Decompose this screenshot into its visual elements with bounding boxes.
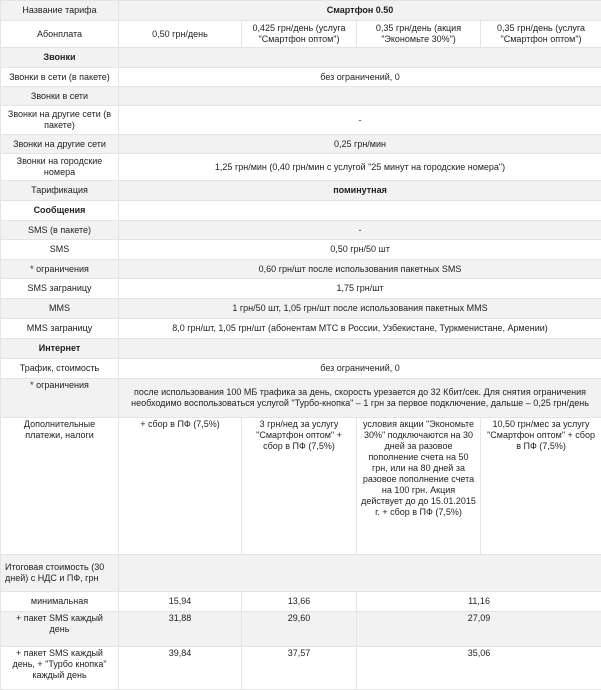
row-label: * ограничения <box>1 379 119 418</box>
row-value: - <box>119 221 601 240</box>
row-label: Название тарифа <box>1 1 119 21</box>
extra-cell: условия акции "Экономьте 30%" подключаются на 30 дней за разовое пополнение счета на 50 грн, или на 80 дней за разовое пополнение счета на 100 грн. Акция действует до до 15.01.2015 г. + сбор в ПФ (7,5%) <box>357 418 481 555</box>
row-label: Трафик, стоимость <box>1 359 119 379</box>
table-row <box>1 240 601 260</box>
row-label: + пакет SMS каждый день, + "Турбо кнопка" каждый день <box>1 647 119 690</box>
row-label: MMS <box>1 299 119 319</box>
table-row <box>1 279 601 299</box>
section-internet <box>1 339 601 359</box>
table-row <box>1 612 601 647</box>
total-cell: 15,94 <box>119 592 242 612</box>
table-row <box>1 181 601 201</box>
row-value: 1 грн/50 шт, 1,05 грн/шт после использования пакетных MMS <box>119 299 601 319</box>
table-row <box>1 319 601 339</box>
section-title: Сообщения <box>1 201 119 221</box>
row-value <box>119 87 601 106</box>
row-value: 0,60 грн/шт после использования пакетных SMS <box>119 260 601 279</box>
tariff-name: Смартфон 0.50 <box>119 1 601 21</box>
table-row <box>1 647 601 690</box>
section-messages <box>1 201 601 221</box>
section-spacer <box>119 48 601 68</box>
table-row-header <box>1 1 601 21</box>
table-row-extra <box>1 418 601 555</box>
row-label: Тарификация <box>1 181 119 201</box>
row-label: Звонки на другие сети (в пакете) <box>1 106 119 135</box>
row-value: без ограничений, 0 <box>119 359 601 379</box>
row-label: SMS заграницу <box>1 279 119 299</box>
totals-spacer <box>119 555 601 592</box>
table-row <box>1 154 601 181</box>
row-label: Дополнительные платежи, налоги <box>1 418 119 555</box>
table-row <box>1 106 601 135</box>
total-cell: 27,09 <box>357 612 601 647</box>
table-row <box>1 221 601 240</box>
row-label: Звонки на городские номера <box>1 154 119 181</box>
table-row-totals-header <box>1 555 601 592</box>
row-label: минимальная <box>1 592 119 612</box>
table-row <box>1 135 601 154</box>
section-spacer <box>119 339 601 359</box>
row-label: MMS заграницу <box>1 319 119 339</box>
total-cell: 35,06 <box>357 647 601 690</box>
section-spacer <box>119 201 601 221</box>
total-cell: 31,88 <box>119 612 242 647</box>
row-label: SMS (в пакете) <box>1 221 119 240</box>
table-row-fee <box>1 21 601 48</box>
section-title: Звонки <box>1 48 119 68</box>
row-value: после использования 100 МБ трафика за день, скорость урезается до 32 Кбит/сек. Для снятия ограничения необходимо воспользоваться услугой "Турбо-кнопка" – 1 грн за первое подключение, дальше – 0,25 грн/день <box>119 379 601 418</box>
extra-cell: 3 грн/нед за услугу "Смартфон оптом" + сбор в ПФ (7,5%) <box>242 418 357 555</box>
total-cell: 37,57 <box>242 647 357 690</box>
row-value: без ограничений, 0 <box>119 68 601 87</box>
total-cell: 13,66 <box>242 592 357 612</box>
table-row <box>1 299 601 319</box>
table-row <box>1 359 601 379</box>
total-cell: 29,60 <box>242 612 357 647</box>
row-label: Звонки на другие сети <box>1 135 119 154</box>
row-label: Звонки в сети <box>1 87 119 106</box>
row-label: Звонки в сети (в пакете) <box>1 68 119 87</box>
row-value: 1,25 грн/мин (0,40 грн/мин с услугой "25 минут на городские номера") <box>119 154 601 181</box>
extra-cell: + сбор в ПФ (7,5%) <box>119 418 242 555</box>
row-label: + пакет SMS каждый день <box>1 612 119 647</box>
row-label: Итоговая стоимость (30 дней) с НДС и ПФ, грн <box>1 555 119 592</box>
row-value: 8,0 грн/шт, 1,05 грн/шт (абонентам МТС в России, Узбекистане, Туркменистане, Армении) <box>119 319 601 339</box>
fee-cell: 0,35 грн/день (услуга "Смартфон оптом") <box>481 21 601 48</box>
row-label: SMS <box>1 240 119 260</box>
table-row <box>1 68 601 87</box>
table-row <box>1 87 601 106</box>
table-row <box>1 379 601 418</box>
total-cell: 39,84 <box>119 647 242 690</box>
fee-cell: 0,35 грн/день (акция "Экономьте 30%") <box>357 21 481 48</box>
row-label: Абонплата <box>1 21 119 48</box>
table-row <box>1 592 601 612</box>
row-value: 1,75 грн/шт <box>119 279 601 299</box>
fee-cell: 0,50 грн/день <box>119 21 242 48</box>
row-value: поминутная <box>119 181 601 201</box>
total-cell: 11,16 <box>357 592 601 612</box>
row-value: 0,50 грн/50 шт <box>119 240 601 260</box>
section-calls <box>1 48 601 68</box>
row-value: - <box>119 106 601 135</box>
fee-cell: 0,425 грн/день (услуга "Смартфон оптом") <box>242 21 357 48</box>
extra-cell: 10,50 грн/мес за услугу "Смартфон оптом" + сбор в ПФ (7,5%) <box>481 418 601 555</box>
row-label: * ограничения <box>1 260 119 279</box>
table-row <box>1 260 601 279</box>
row-value: 0,25 грн/мин <box>119 135 601 154</box>
section-title: Интернет <box>1 339 119 359</box>
